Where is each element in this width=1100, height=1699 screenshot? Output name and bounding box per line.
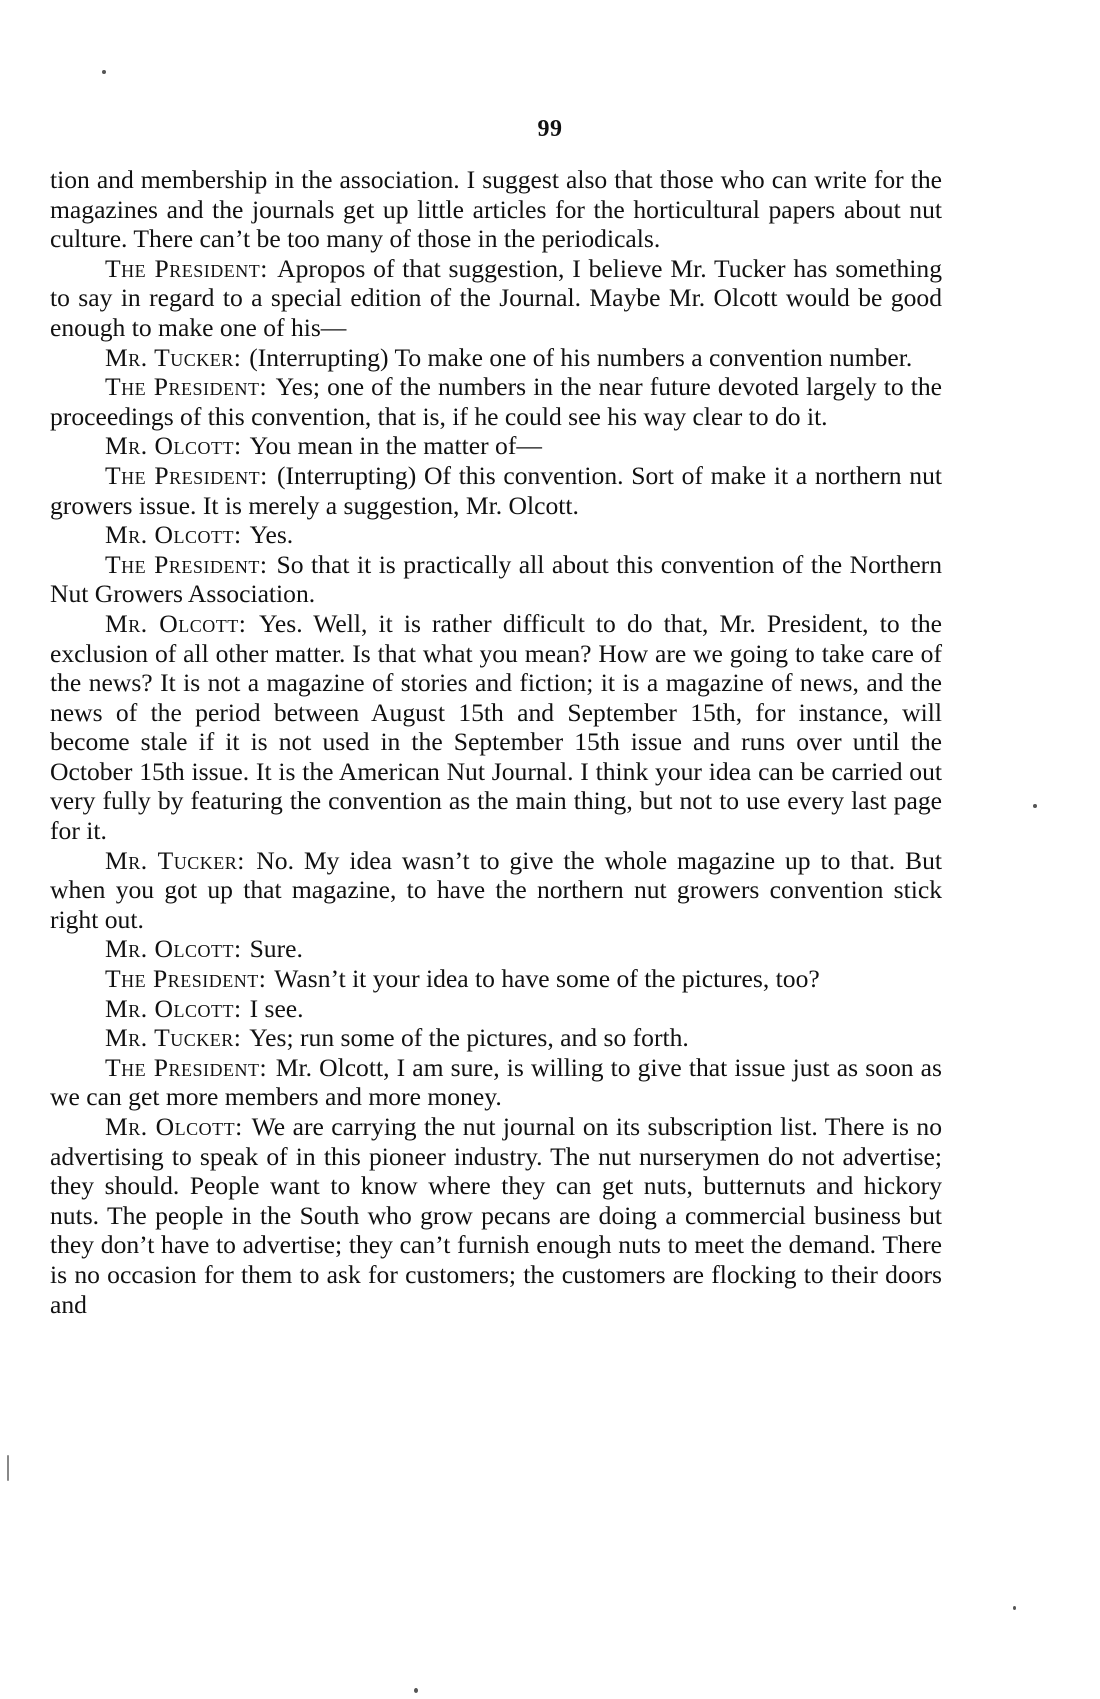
exchange-paragraph: Mr. Tucker: Yes; run some of the pictures, and so forth. xyxy=(105,1023,689,1053)
speaker-name: The President xyxy=(105,372,260,402)
exchange-paragraph: The President: Mr. Olcott, I am sure, is willing to give that issue just as soon as we can get more members and more money. xyxy=(50,1052,942,1112)
exchange-paragraph: Mr. Olcott: You mean in the matter of— xyxy=(105,431,542,461)
speech-text: Yes; run some of the pictures, and so forth. xyxy=(249,1023,689,1053)
scan-speck xyxy=(1013,1606,1016,1610)
speech-text: Yes. xyxy=(249,520,294,550)
speech-text: Yes. Well, it is rather difficult to do that, Mr. President, to the exclusion of all other matter. Is that what you mean? How are we going to take care of the news? It is not a magazine of stories and fiction; it is a magazine of news, and the news of the period between August 15th and September 15th, for instance, will become stale if it is not used in the September 15th issue and runs over until the October 15th issue. It is the American Nut Journal. I think your idea can be carried out very fully by featuring the convention as the main thing, but not to use every last page for it. xyxy=(50,608,942,846)
exchange-paragraph: Mr. Olcott: I see. xyxy=(105,993,304,1023)
speaker-name: The President xyxy=(105,549,260,579)
transcript-body xyxy=(50,165,942,1319)
exchange-paragraph: The President: (Interrupting) Of this convention. Sort of make it a northern nut growers issue. It is merely a suggestion, Mr. Olcott. xyxy=(50,460,942,520)
speech-text: Wasn’t it your idea to have some of the pictures, too? xyxy=(274,964,820,994)
speech-text: Apropos of that suggestion, I believe Mr. Tucker has something to say in regard to a special edition of the Journal. Maybe Mr. Olcott would be good enough to make one of his— xyxy=(50,253,942,342)
speaker-name: Mr. Olcott xyxy=(105,993,235,1023)
speech-text: So that it is practically all about this convention of the Northern Nut Growers Association. xyxy=(50,549,943,609)
exchange-paragraph: The President: Wasn’t it your idea to have some of the pictures, too? xyxy=(105,964,820,994)
exchange-paragraph: The President: So that it is practically all about this convention of the Northern Nut Growers Association. xyxy=(50,549,943,609)
speaker-name: The President xyxy=(105,460,261,490)
scan-speck xyxy=(102,70,106,74)
scan-speck xyxy=(1033,804,1037,808)
exchange-paragraph: Mr. Olcott: Yes. xyxy=(105,520,294,550)
speech-text: Sure. xyxy=(249,934,303,964)
speech-text: Mr. Olcott, I am sure, is willing to give that issue just as soon as we can get more members and more money. xyxy=(50,1052,942,1112)
speaker-name: Mr. Tucker xyxy=(105,342,234,372)
page-number: 99 xyxy=(537,116,563,142)
speaker-name: The President xyxy=(105,253,261,283)
speech-text: We are carrying the nut journal on its subscription list. There is no advertising to speak of in this pioneer industry. The nut nurserymen do not advertise; they should. People want to know where they can get nuts, butternuts and hickory nuts. The people in the South who grow pecans are doing a commercial business but they don’t have to advertise; they can’t furnish enough nuts to meet the demand. There is no occasion for them to ask for customers; the customers are flocking to their doors and xyxy=(50,1112,942,1319)
exchange-paragraph: Mr. Olcott: Yes. Well, it is rather difficult to do that, Mr. President, to the exclusion of all other matter. Is that what you mean? How are we going to take care of the news? It is not a magazine of stories and fiction; it is a magazine of news, and the news of the period between August 15th and September 15th, for instance, will become stale if it is not used in the September 15th issue and runs over until the October 15th issue. It is the American Nut Journal. I think your idea can be carried out very fully by featuring the convention as the main thing, but not to use every last page for it. xyxy=(50,608,942,846)
speech-text: (Interrupting) To make one of his numbers a convention number. xyxy=(249,342,913,372)
speaker-name: The President xyxy=(105,964,259,994)
exchange-paragraph: Mr. Tucker: No. My idea wasn’t to give the whole magazine up to that. But when you got up that magazine, to have the northern nut growers convention stick right out. xyxy=(50,845,942,934)
speaker-name: Mr. Tucker xyxy=(105,845,238,875)
speaker-name: The President xyxy=(105,1052,260,1082)
speaker-name: Mr. Olcott xyxy=(105,431,235,461)
speech-text: Yes; one of the numbers in the near future devoted largely to the proceedings of this convention, that is, if he could see his way clear to do it. xyxy=(50,372,942,431)
scan-speck xyxy=(414,1688,418,1693)
opening-paragraph: tion and membership in the association. I suggest also that those who can write for the magazines and the journals get up little articles for the horticultural papers about nut culture. There can’t be too many of those in the periodicals. xyxy=(50,165,942,254)
speech-text: No. My idea wasn’t to give the whole magazine up to that. But when you got up that magazine, to have the northern nut growers convention stick right out. xyxy=(50,845,942,934)
speaker-name: Mr. Olcott xyxy=(105,520,235,550)
speech-text: You mean in the matter of— xyxy=(249,431,542,461)
exchange-paragraph: The President: Apropos of that suggestion, I believe Mr. Tucker has something to say in regard to a special edition of the Journal. Maybe Mr. Olcott would be good enough to make one of his— xyxy=(50,253,942,342)
exchange-paragraph: Mr. Olcott: We are carrying the nut journal on its subscription list. There is no advertising to speak of in this pioneer industry. The nut nurserymen do not advertise; they should. People want to know where they can get nuts, butternuts and hickory nuts. The people in the South who grow pecans are doing a commercial business but they don’t have to advertise; they can’t furnish enough nuts to meet the demand. There is no occasion for them to ask for customers; the customers are flocking to their doors and xyxy=(50,1112,942,1319)
speech-text: I see. xyxy=(249,993,304,1023)
speaker-name: Mr. Tucker xyxy=(105,1023,234,1053)
scan-speck xyxy=(7,1455,9,1481)
speaker-name: Mr. Olcott xyxy=(105,934,235,964)
speaker-name: Mr. Olcott xyxy=(105,1112,236,1141)
exchange-paragraph: Mr. Olcott: Sure. xyxy=(105,934,303,964)
exchange-paragraph: Mr. Tucker: (Interrupting) To make one of his numbers a convention number. xyxy=(105,342,913,372)
speech-text: (Interrupting) Of this convention. Sort of make it a northern nut growers issue. It is merely a suggestion, Mr. Olcott. xyxy=(50,460,942,520)
exchange-paragraph: The President: Yes; one of the numbers in the near future devoted largely to the proceedings of this convention, that is, if he could see his way clear to do it. xyxy=(50,372,942,431)
speaker-name: Mr. Olcott xyxy=(105,608,239,638)
